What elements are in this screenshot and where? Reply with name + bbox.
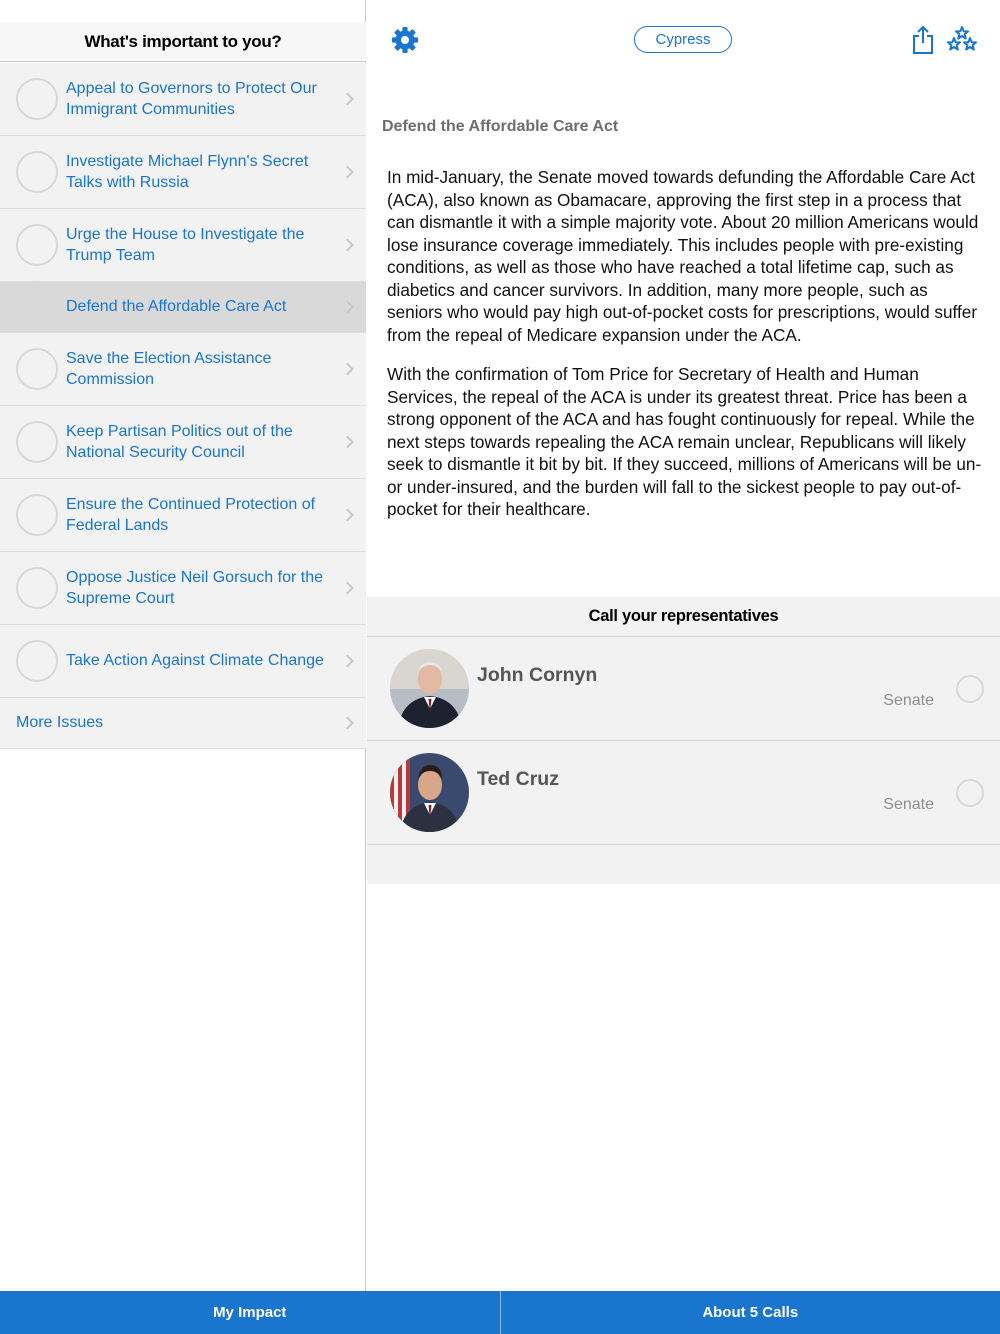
issue-status-circle [16,640,58,682]
detail-toolbar [367,22,1000,62]
issue-list-item[interactable] [0,282,366,333]
location-button[interactable]: Cypress [634,26,732,53]
stars-icon[interactable] [947,25,977,55]
issue-status-circle [16,421,58,463]
chevron-right-icon [341,436,354,449]
chevron-right-icon [341,239,354,252]
issue-status-circle [16,151,58,193]
chevron-right-icon [341,655,354,668]
rep-office: Senate [883,796,934,813]
rep-name: Ted Cruz [477,768,559,790]
tab-about-5-calls[interactable]: About 5 Calls [500,1291,1000,1334]
issue-list-item[interactable] [0,479,366,552]
issue-status-circle [16,78,58,120]
issue-status-circle [16,348,58,390]
chevron-right-icon [341,582,354,595]
call-section-header [367,597,1000,637]
issue-status-circle [16,286,58,328]
issue-label: Keep Partisan Politics out of the National Security Council [66,422,293,461]
tab-my-impact[interactable]: My Impact [0,1291,500,1334]
avatar [390,649,469,728]
chevron-right-icon [341,301,354,314]
issues-sidebar [0,0,366,1291]
sidebar-title: What's important to you? [84,31,282,51]
chevron-right-icon [341,166,354,179]
more-issues-label: More Issues [16,714,104,731]
rep-name: John Cornyn [477,664,598,686]
issue-list-item[interactable] [0,406,366,479]
share-icon[interactable] [911,25,935,55]
issue-status-circle [16,224,58,266]
issue-label: Oppose Justice Neil Gorsuch for the Supreme Court [66,568,324,607]
issue-list-item[interactable] [0,63,366,136]
issue-label: Save the Election Assistance Commission [66,349,272,388]
issue-status-circle [16,494,58,536]
call-representatives-section [367,597,1000,884]
issue-description [387,166,987,538]
bottom-tab-bar [0,1291,1000,1334]
gear-icon[interactable] [390,25,420,55]
issue-detail-panel [367,0,1000,1291]
issue-status-circle [16,567,58,609]
issue-list-item[interactable] [0,552,366,625]
issue-list [0,63,366,749]
avatar [390,753,469,832]
chevron-right-icon [341,93,354,106]
issue-label: Investigate Michael Flynn's Secret Talks with Russia [66,152,309,191]
issue-label: Take Action Against Climate Change [66,652,324,670]
more-issues-button[interactable] [0,698,366,749]
issue-list-item[interactable] [0,625,366,698]
issue-list-item[interactable] [0,136,366,209]
chevron-right-icon [341,363,354,376]
description-paragraph: In mid-January, the Senate moved towards defunding the Affordable Care Act (ACA), also known as Obamacare, approving the first step in a process that can dismantle it with a simple majority vote. About 20 million Americans would lose insurance coverage immediately. This includes people with pre-existing conditions, as well as those who have reached a total lifetime cap, such as diabetics and cancer survivors. In addition, many more people, such as seniors who would pay high out-of-pocket costs for prescriptions, would suffer from the repeal of Medicare expansion under the ACA. [387,167,979,345]
rep-call-status-circle [956,779,984,807]
rep-call-status-circle [956,675,984,703]
sidebar-header [0,22,366,62]
issue-label: Ensure the Continued Protection of Federal Lands [66,495,316,534]
chevron-right-icon [341,509,354,522]
chevron-right-icon [341,717,354,730]
issue-label: Urge the House to Investigate the Trump Team [66,225,305,264]
description-paragraph: With the confirmation of Tom Price for Secretary of Health and Human Services, the repeal of the ACA is under its greatest threat. Price has been a strong opponent of the ACA and has fought continuously for repeal. While the next steps towards repealing the ACA remain unclear, Republicans will likely seek to dismantle it bit by bit. If they succeed, millions of Americans will be un- or under-insured, and the burden will fall to the sickest people to pay out-of-pocket for their healthcare. [387,364,982,519]
rep-row-cruz[interactable] [367,741,1000,845]
call-section-title: Call your representatives [588,607,779,625]
rep-row-cornyn[interactable] [367,637,1000,741]
issue-list-item[interactable] [0,209,366,282]
issue-label: Appeal to Governors to Protect Our Immigrant Communities [66,79,317,118]
rep-office: Senate [883,692,934,709]
issue-label: Defend the Affordable Care Act [66,298,287,316]
issue-title: Defend the Affordable Care Act [382,118,619,135]
issue-list-item[interactable] [0,333,366,406]
